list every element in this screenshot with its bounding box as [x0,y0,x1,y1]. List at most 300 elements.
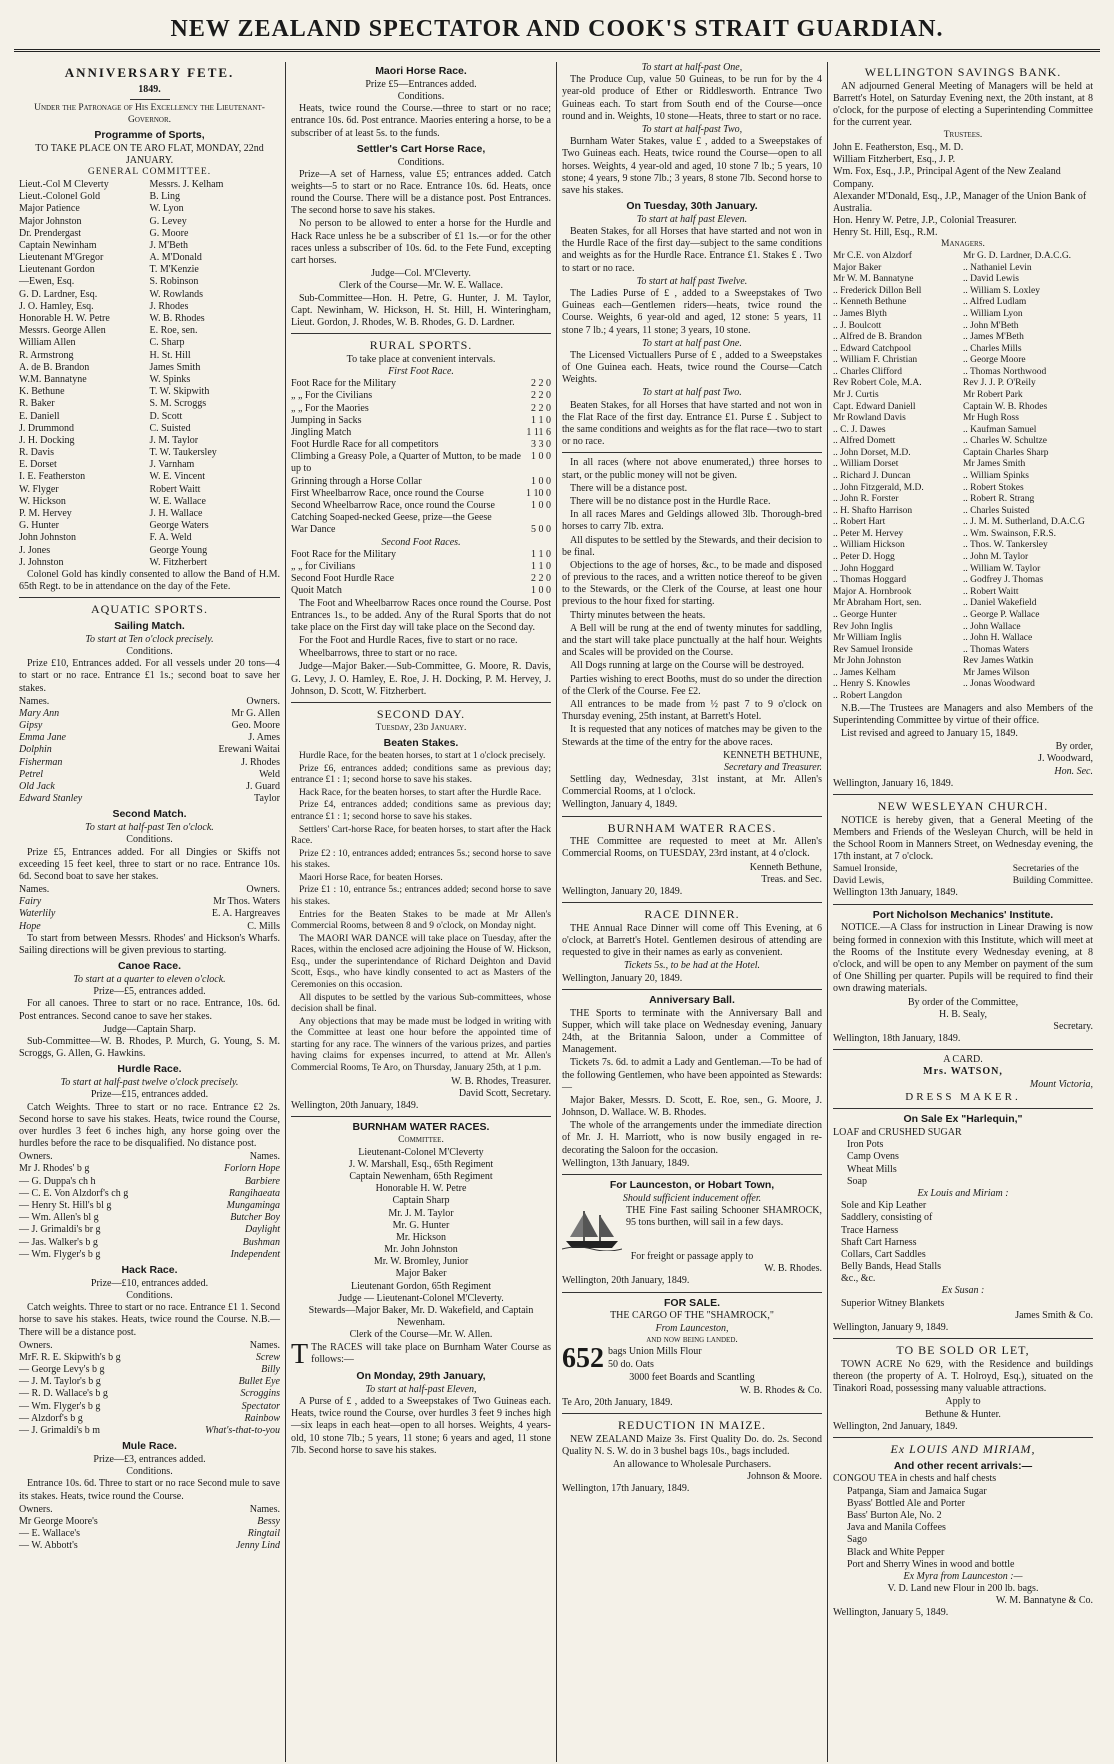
first-foot-heading: First Foot Race. [388,365,454,377]
cargo-item: 50 do. Oats [608,1358,654,1370]
bank-sig: J. Woodward, [1038,753,1093,765]
manager: .. Robert Langdon [833,691,903,701]
hurdle-entries [19,1163,280,1261]
divider [562,452,822,453]
conditions-heading: Conditions. [126,645,173,657]
manager: Mr G. D. Lardner, D.A.C.G. [963,251,1072,262]
committee-member: F. A. Weld [149,532,192,544]
manager: .. John H. Wallace [963,633,1033,644]
signature-treasurer: W. B. Rhodes, Treasurer. [451,1075,551,1087]
manager: Mr W. M. Bannatyne [833,274,914,285]
sport-item [291,476,551,488]
smith-sig: James Smith & Co. [1015,1309,1093,1321]
divider [833,904,1093,905]
start-1: To start at half-past One, [641,62,743,73]
committee-member: T. M'Kenzie [149,264,199,276]
manager: .. George Moore [963,355,1026,366]
wesleyan-signatures [833,864,1093,887]
bank-date: Wellington, January 16, 1849. [833,777,954,789]
sport-item [291,524,551,536]
committee-member: Lieutenant-Colonel M'Cleverty [358,1146,484,1158]
committee-member: Mr. J. M. Taylor [388,1207,454,1219]
divider [833,1338,1093,1339]
manager: .. Edward Catchpool [833,343,912,354]
start-5-text: The Licensed Victuallers Purse of £ , added to a Sweepstakes of One Guinea each. Heats, twice round the Course—Catch Weights. [562,349,822,386]
second-foot-items [291,549,551,598]
sport-prize: 1 0 0 [531,585,551,597]
entry-right: C. Mills [247,920,280,932]
second-conditions: Prize £5, Entrances added. For all Dingies or Skiffs not exceeding 15 feet keel, three to start or no race. Entrance 10s. 6d. Second boat to save her stakes. [19,846,280,882]
entry-left: Old Jack [19,781,55,792]
managers-right [963,251,1093,703]
card-heading: A CARD. [943,1054,983,1066]
hack-text: Catch weights. Three to start or no race. Entrance £1 1. Second horse to save his stakes. Heats, twice round the Course. N.B.—There will be a distance post. [19,1302,280,1338]
arrivals: And other recent arrivals:— [893,1459,1033,1472]
start-5: To start at half past One. [642,337,742,349]
second-entry [19,921,280,933]
sport-name: Grinning through a Horse Collar [291,475,422,487]
manager: .. William S. Loxley [963,285,1041,296]
bethune-signature: KENNETH BETHUNE, [723,749,822,761]
foot-judge: Judge—Major Baker.—Sub-Committee, G. Moore, R. Davis, G. Levy, J. O. Hamley, E. Roe, J. H. Docking, P. M. Hervey, J. Johnson, D. Scott, W. Fitzherbert. [291,661,551,697]
objections: Any objections that may be made must be lodged in writing with the Committee at least one hour before the appointed time of starting for any race. The winners of the various prizes, and parties having claims for expenses incurred, to attend at Mr. Allen's Commercial Rooms, Te Aro, on Thursday, January 25th, at 1 p.m. [291,1016,551,1074]
beaten-4: Prize £4, entrances added; conditions same as previous day; entrance £1 : 1; second horse to save his stakes. [291,800,551,822]
committee-member: G. D. Lardner, Esq. [19,288,98,300]
start-1-text: The Produce Cup, value 50 Guineas, to be run for by the 4 year-old produce of Ether or Riddlesworth. Entrance Two Guineas each. To start from South end of the Course—once round and in. Weights, 10 stone—Heats, three to start or no race. [562,74,822,122]
committee-member: Captain Newenham, 65th Regiment [349,1170,493,1182]
committee-member: T. W. Skipwith [149,386,210,398]
committee-member: W. Flyger [19,483,59,495]
manager: .. John M'Beth [963,320,1019,331]
ball-date: Wellington, 13th January, 1849. [562,1157,690,1169]
committee-member: Messrs. George Allen [19,325,106,337]
sport-name: Foot Hurdle Race for all competitors [291,439,439,451]
goods-item: Iron Pots [847,1139,884,1151]
manager: .. Thos. W. Tankersley [963,540,1048,551]
second-foot-heading: Second Foot Races. [381,536,461,548]
clerk: Clerk of the Course—Mr. W. E. Wallace. [339,280,503,292]
sport-name: Foot Race for the Military [291,378,396,390]
harlequin-first: LOAF and CRUSHED SUGAR [833,1127,962,1139]
foot-note-2: For the Foot and Hurdle Races, five to start or no race. [299,635,518,647]
committee-member: E. Daniell [19,410,60,422]
mechanics-order: By order of the Committee, [907,996,1019,1008]
entry-left: Dolphin [19,744,52,756]
bank-order: By order, [1055,741,1093,753]
ball-tickets: Tickets 7s. 6d. to admit a Lady and Gentleman.—To be had of the following Gentlemen, who have been appointed as Stewards:— [562,1057,822,1093]
sport-prize: 2 2 0 [531,378,551,390]
goods-item: Patpanga, Siam and Jamaica Sugar [847,1485,987,1497]
committee-member: Lieut.-Colonel Gold [19,191,101,203]
beaten-5: Settlers' Cart-horse Race, for beaten horses, to start after the Hack Race. [291,824,551,847]
manager: Major Baker [833,262,882,273]
start-4-text: The Ladies Purse of £ , added to a Sweepstakes of Two Guineas each—Gentlemen riders—heats, twice round the Course. Weights, 6 year-old and aged, 12 stone: 5 years, 11 stone 7 lb.; 4 years, 11 stone; 3 years, 10 stone. [562,287,822,336]
start-3-text: Beaten Stakes, for all Horses that have started and not won in the Hurdle Race of the first day—subject to the same conditions and weights as for the Hurdle Race. Entrance £1. Stakes £ . Two to start or no race. [562,226,822,274]
divider [562,1292,822,1293]
conditions-heading: Conditions. [126,1466,173,1478]
manager: .. Thomas Northwood [963,366,1047,377]
dinner-date: Wellington, January 20, 1849. [562,972,683,984]
sailing-entry [19,744,280,756]
wesleyan-sig-2: David Lewis, [833,875,885,886]
sport-prize [548,512,551,524]
watson-name: Mrs. WATSON, [923,1066,1003,1078]
entries-header: Names. Owners. [19,884,280,896]
divider [19,597,280,598]
entry-left: — Wm. Flyger's b g [19,1400,101,1412]
committee-member: John Johnston [19,532,76,544]
trustee: Wm. Fox, Esq., J.P., Principal Agent of the New Zealand Company. [833,166,1061,190]
committee-member: George Waters [149,520,209,532]
goods-item: Saddlery, consisting of [841,1212,933,1224]
shamrock-freight: For freight or passage apply to [630,1251,754,1263]
entry-left: Waterlily [19,908,56,920]
entry-right: E. A. Hargreaves [211,908,280,920]
manager: Rev John Inglis [833,621,893,632]
cart-note: No person to be allowed to enter a horse for the Hurdle and Hack Race unless he be a subscriber of £1 1s.—or for the other races unless a subscriber of 10s. 6d. to the Fete Fund, excepting cart horses. [291,218,551,267]
hurdle-entry [19,1212,280,1224]
burnham-monday: On Monday, 29th January, [356,1369,486,1382]
entry-right: Bullet Eye [238,1376,280,1388]
start-6-text: Beaten Stakes, for all Horses that have started and not won in the Flat Race of the first day. Entrance £1. Purse £ . Subject to the same conditions and weights as for the flat race—two to start or no race. [562,399,822,448]
entry-right: Mr G. Allen [231,707,280,719]
manager: Mr Hugh Ross [963,413,1019,424]
bank-nb: N.B.—The Trustees are Managers and also Members of the Superintending Committee by virtue of their office. [833,702,1093,726]
manager: .. George Hunter [833,609,897,620]
goods-item: Shaft Cart Harness [841,1236,917,1248]
committee-member: Mr. G. Hunter [392,1219,450,1231]
hurdle-heading: Hurdle Race. [117,1063,182,1076]
burnham-heading: BURNHAM WATER RACES. [352,1121,490,1134]
entry-right: Scroggins [240,1388,280,1400]
entry-left: — E. Wallace's [19,1528,81,1540]
trustees-heading: Trustees. [943,130,983,141]
sport-item [291,427,551,439]
entry-right: Weld [259,768,280,780]
committee-member: Lieutenant Gordon [19,264,95,276]
burnham-clerk: Clerk of the Course—Mr. W. Allen. [349,1329,493,1341]
canoe-text: For all canoes. Three to start or no race. Entrance, 10s. 6d. Post entrances. Second canoe to save her stakes. [19,998,280,1022]
entry-left: MrF. R. E. Skipwith's b g [19,1351,121,1363]
committee-member: G. Hunter [19,520,59,532]
mule-entries [19,1516,280,1553]
entry-right: Mungaminga [226,1200,280,1212]
mule-entry [19,1540,280,1552]
ship-icon [562,1207,622,1251]
committee-member: C. Suisted [149,422,191,434]
manager: .. Daniel Wakefield [963,598,1037,609]
foot-note-3: Wheelbarrows, three to start or no race. [299,648,458,660]
miriam-line: Ex Myra from Launceston :— [903,1570,1023,1582]
column-2: Maori Horse Race. Prize £5—Entrances added. Conditions. Heats, twice round the Course.—three to start or no race; entrance 10s. 6d. Post entrance. Maories entering a horse, to be a subscriber of at least 5s. to the funds. Settler's Cart Horse Race, Conditions. Prize—A set of Harness, value £5; entrances added. Catch weights—5 to start or no Race. Entrance 10s. 6d. Heats, once round the Course. There will be a distance post. Post Entrances. The second horse to save his stakes. No person to be allowed to enter a horse for the Hurdle and Hack Race unless he be a subscriber of £1 1s.—or for the other races unless a subscriber of 10s. 6d. to the Fete Fund, excepting cart horses. Judge—Col. M'Cleverty. Clerk of the Course—Mr. W. E. Wallace. Sub-Committee—Hon. H. Petre, G. Hunter, J. M. Taylor, Capt. Newinham, W. Hickson, H. St. Hill, H. Winteringham, Lieut. Gordon, J. Rhodes, W. B. Rhodes, G. D. Lardner. RURAL SPORTS. To take place at convenient intervals. First Foot Race. Foot Race for the Military 2 2 0 „ „ For the Civilians 2 2 0 „ „ For the Maories 2 2 0 Jumping in Sacks 1 1 0 Jingling Match 1 11 6 Foot Hurdle Race for all competitors 3 3 0 Climbing a Greasy Pole, a Quarter of Mutton, to be made up to 1 0 0 Grinning through a Horse Collar 1 0 0 First Wheelbarrow Race, once round the Course 1 10 0 Second Wheelbarrow Race, once round the Course 1 0 0 Catching Soaped-necked Geese, prize—the Geese War Dance 5 0 0 Second Foot Races. Foot Race for the Military 1 1 0 „ „ for Civilians 1 1 0 Second Foot Hurdle Race 2 2 0 Quoit Match 1 0 0 The Foot and Wheelbarrow Races once round the Course. Post Entrances 1s., to be added. Any of the Rural Sports that do not take place on the First day will take place on the Second day. For the Foot and Hurdle Races, five to start or no race. Wheelbarrows, three to start or no race. Judge—Major Baker.—Sub-Committee, G. Moore, R. Davis, G. Levy, J. O. Hamley, E. Roe, J. H. Docking, P. M. Hervey, J. Johnson, D. Scott, W. Fitzherbert. SECOND DAY. Tuesday, 23d January. Beaten Stakes. Hurdle Race, for the beaten horses, to start at 1 o'clock precisely. Prize £6, entrances added; conditions same as previous day; entrance £1 : 1; second horse to save his stakes. Hack Race, for the beaten horses, to start after the Hurdle Race. Prize £4, entrances added; conditions same as previous day; entrance £1 : 1; second horse to save his stakes. Settlers' Cart-horse Race, for beaten horses, to start after the Hack Race. Prize £2 : 10, entrances added; entrances 5s.; second horse to save his stakes. Maori Horse Race, for beaten Horses. Prize £1 : 10, entrance 5s.; entrances added; second horse to save his stakes. Entries for the Beaten Stakes to be made at Mr Allen's Commercial Rooms, between 8 and 9 o'clock, on Monday night. The MAORI WAR DANCE will take place on Tuesday, after the Races, within the enclosed acre adjoining the House of W. Hickson, Esq., under the superintendance of Richard Deighton and David Scott, Esqs., who have kindly consented to act as Masters of the Ceremonies on this occasion. All disputes to be settled by the various Sub-committees, whose decision shall be final. Any objections that may be made must be lodged in writing with the Committee at least one hour before the appointed time of starting for any race. The winners of the various prizes, and parties having claims for expenses incurred, to attend at Mr. Allen's Commercial Rooms, Te Aro, on Thursday, January 25th, at 1 p.m. W. B. Rhodes, Treasurer. David Scott, Secretary. Wellington, 20th January, 1849. BURNHAM WATER RACES. Committee. Lieutenant-Colonel M'Cleverty J. W. Marshall, Esq., 65th Regiment Captain Newenham, 65th Regiment Honorable H. W. Petre Captain Sharp Mr. J. M. Taylor Mr. G. Hunter Mr. Hickson Mr. John Johnston Mr. W. Bromley, Junior Major Baker Lieutenant Gordon, 65th Regiment Judge — Lieutenant-Colonel M'Cleverty. Stewards—Major Baker, Mr. D. Wakefield, and Captain Newenham. Clerk of the Course—Mr. W. Allen. T The RACES will take place on Burnham Water Course as follows:— On Monday, 29th January, To start at half-past Eleven, A Purse of £ , added to a Sweepstakes of Two Guineas each. Heats, twice round the Course, over hurdles 3 feet 9 inches high—six leaps in each heat—open to all horses. Weights, 4 years-old, 10 stone 7lb.; 5 years, 11 stone; 6 years and aged, 11 stone 7lb. Second horse to save his stakes. [285,62,556,1762]
entry-left: — Henry St. Hill's bl g [19,1200,112,1212]
bannatyne-sig: W. M. Bannatyne & Co. [995,1595,1093,1607]
committee-member: J. M. Taylor [149,434,199,446]
divider [833,1437,1093,1438]
trustee: William Fitzherbert, Esq., J. P. [833,154,956,166]
entry-left: — C. E. Von Alzdorf's ch g [19,1187,129,1199]
beaten-1: Hurdle Race, for the beaten horses, to start at 1 o'clock precisely. [299,751,546,762]
maori-prize: Prize £5—Entrances added. [365,78,477,90]
manager: Rev J. J. P. O'Reily [963,378,1036,389]
sport-item [291,439,551,451]
launceston-sub: Should sufficient inducement offer. [622,1192,762,1204]
manager: .. John Fitzgerald, M.D. [833,482,924,493]
manager: Mr C.E. von Alzdorf [833,251,912,262]
sport-item [291,573,551,585]
cargo-heading: THE CARGO OF THE "SHAMROCK," [610,1310,774,1322]
committee-member: I. E. Featherston [19,471,86,483]
committee-member: T. W. Taukersley [149,447,217,459]
manager: Major A. Hornbrook [833,586,912,597]
dressmaker: DRESS MAKER. [905,1090,1021,1103]
goods-item: Sago [847,1534,867,1546]
goods-item: Superior Witney Blankets [841,1297,945,1309]
committee-member: P. M. Hervey [19,508,72,520]
divider [562,816,822,817]
tobesold-heading: TO BE SOLD OR LET, [896,1343,1030,1358]
hack-entry [19,1425,280,1437]
rule-item: There will be no distance post in the Hurdle Race. [570,495,771,507]
goods-item: Trace Harness [841,1224,899,1236]
entry-right: Geo. Moore [231,720,280,732]
committee-member: Captain Newinham [19,239,97,251]
committee-member: Lieut.-Col M Cleverty [19,178,109,190]
manager: .. Robert Hart [833,517,886,528]
ball-note: The whole of the arrangements under the immediate direction of Mr. J. H. Marriott, who is now busily engaged in re-decorating the Saloon for the occasion. [562,1120,822,1156]
shamrock-text: THE Fine Fast sailing Schooner SHAMROCK, 95 tons burthen, will sail in a few days. [626,1205,822,1229]
entry-right: Daylight [245,1224,280,1236]
column-1 [14,62,285,1762]
entry-right: Rangihaeata [228,1187,280,1199]
manager: Rev Samuel Ironside [833,644,913,655]
manager: .. William Dorset [833,459,899,470]
committee-member: J. H. Docking [19,434,75,446]
fete-year: 1849. [138,83,161,95]
committee-member: Major Baker [395,1268,447,1280]
manager: Mr James Wilson [963,667,1030,678]
second-entry [19,908,280,920]
susan-items [833,1298,1093,1310]
entry-right: Screw [255,1351,280,1363]
entry-right: J. Rhodes [241,756,280,768]
entry-left: — W. Abbott's [19,1540,78,1552]
rule-item: A Bell will be rung at the end of twenty minutes for saddling, and the start will take place punctually at the half hour. Weights and Scales will be provided on the Course. [562,622,822,659]
committee-member: J. Johnston [19,556,64,568]
entry-left: — J. Grimaldi's br g [19,1224,101,1236]
sport-item [291,415,551,427]
sailing-start: To start at Ten o'clock precisely. [85,633,214,645]
entry-left: Mr J. Rhodes' b g [19,1163,90,1175]
sailing-entry [19,793,280,805]
divider [833,794,1093,795]
hack-entry [19,1401,280,1413]
rule-item: In all races Mares and Geldings allowed 3lb. Thorough-bred horses to carry 7lb. extra. [562,509,822,533]
disputes: All disputes to be settled by the various Sub-committees, whose decision shall be final. [291,992,551,1015]
managers-heading: Managers. [941,239,985,250]
entry-left: Emma Jane [19,732,66,744]
trustee: John E. Featherston, Esq., M. D. [833,141,964,153]
signature-date: Wellington, 20th January, 1849. [291,1100,419,1112]
committee-member: J. Jones [19,544,51,556]
burnham2-heading: BURNHAM WATER RACES. [607,820,777,835]
managers-list [833,251,1093,703]
goods-item: Sole and Kip Leather [841,1200,927,1212]
sport-name: Second Wheelbarrow Race, once round the Course [291,500,495,512]
entry-left: Fairy [19,896,42,908]
louis-big-heading: Ex LOUIS AND MIRIAM, [890,1441,1036,1456]
manager: .. James M'Beth [963,332,1024,343]
sport-item [291,561,551,573]
entry-left: — J. M. Taylor's b g [19,1376,101,1388]
sport-name: Climbing a Greasy Pole, a Quarter of Mutton, to be made up to [291,451,521,475]
sport-prize: 1 0 0 [531,475,551,487]
manager: Mr William Inglis [833,633,902,644]
wesleyan-sig-1: Samuel Ironside, [833,864,898,875]
mechanics-sig-title: Secretary. [1053,1020,1093,1032]
sport-prize: 2 2 0 [531,390,551,402]
entry-right: What's-that-to-you [205,1425,280,1436]
committee-member: Mr. Hickson [396,1231,446,1243]
programme-sub: TO TAKE PLACE ON TE ARO FLAT, MONDAY, 22nd JANUARY. [35,143,264,167]
watson-address: Mount Victoria, [1029,1078,1093,1090]
vd-land: V. D. Land new Flour in 200 lb. bags. [887,1583,1039,1595]
bank-text: AN adjourned General Meeting of Managers will be held at Barrett's Hotel, on Saturday Evening next, the 20th instant, at 8 o'clock, for the purpose of electing a Superintending Committee for the current year. [833,80,1093,129]
judge: Judge—Col. M'Cleverty. [371,268,471,280]
committee-member: Major Johnston [19,215,82,227]
rule-item: All disputes to be settled by the Stewards, and their decision to be final. [562,534,822,558]
sport-prize: 1 1 0 [531,548,551,560]
rural-items [291,378,551,536]
mule-entry [19,1528,280,1540]
cargo-timber: 3000 feet Boards and Scantling [629,1372,755,1384]
cart-heading: Settler's Cart Horse Race, [356,142,486,155]
entry-left: — J. Grimaldi's b m [19,1425,100,1436]
manager: .. Alfred Domett [833,436,896,447]
ex-susan: Ex Susan : [941,1285,985,1297]
committee-member: C. Sharp [149,337,185,349]
rule-item: Objections to the age of horses, &c., to be made and disposed of previous to the races, and a written notice thereof to be given to the Stewards, or the Clerk of the Course, at least one hour previous to the hour fixed for starting. [562,559,822,608]
manager: .. John M. Taylor [963,552,1029,563]
sailing-entry [19,708,280,720]
dinner-tickets: Tickets 5s., to be had at the Hotel. [623,960,761,972]
entry-right: Rainbow [244,1412,280,1424]
sport-prize: 1 1 0 [531,560,551,572]
manager: Capt. Edward Daniell [833,401,916,412]
manager: .. Robert Waitt [963,586,1019,597]
manager: .. Richard J. Duncan [833,471,911,482]
manager: Rev Robert Cole, M.A. [833,378,922,389]
sport-name: Quoit Match [291,585,342,597]
shamrock-date: Wellington, 20th January, 1849. [562,1275,690,1287]
entry-left: Mr George Moore's [19,1515,98,1527]
cart-text: Prize—A set of Harness, value £5; entrances added. Catch weights—5 to start or no Race. Entrance 10s. 6d. Heats, once round the Course. There will be a distance post. Post Entrances. The second horse to save his stakes. [291,168,551,217]
goods-item: Java and Manila Coffees [847,1522,946,1534]
manager: .. Alfred Ludlam [963,297,1027,308]
rural-sub: To take place at convenient intervals. [346,353,496,365]
entry-left: — Alzdorf's b g [19,1412,83,1424]
trustee: Alexander M'Donald, Esq., J.P., Manager of the Union Bank of Australia. [833,190,1087,214]
hurdle-start: To start at half-past twelve o'clock precisely. [60,1077,239,1089]
settling: Settling day, Wednesday, 31st instant, at Mr. Allen's Commercial Rooms, at 1 o'clock. [562,774,822,798]
rule-item: In all races (where not above enumerated,) three horses to start, or the public money will not be given. [562,457,822,481]
rule-item: Thirty minutes between the heats. [570,609,706,621]
burnham2-sig: Kenneth Bethune, [749,861,822,873]
subcommittee: Sub-Committee—Hon. H. Petre, G. Hunter, J. M. Taylor, Capt. Newinham, W. Hickson, H. St. Hill, H. Winteringham, Lieut. Gordon, J. Rhodes, W. B. Rhodes, G. D. Lardner. [291,292,551,328]
manager: .. Thomas Hoggard [833,575,907,586]
rule-item: There will be a distance post. [570,482,688,494]
entry-right: Independent [230,1248,280,1260]
entry-right: Bushman [242,1236,280,1248]
maize-date: Wellington, 17th January, 1849. [562,1483,690,1495]
manager: .. John Hoggard [833,563,894,574]
maori-text: Heats, twice round the Course.—three to start or no race; entrance 10s. 6d. Post entrance. Maories entering a horse, to be a subscriber of at least 5s. to the funds. [291,103,551,139]
entry-right: Billy [261,1364,280,1376]
manager: .. Peter D. Hogg [833,552,895,563]
sport-item [291,390,551,402]
ex-louis: Ex Louis and Miriam : [917,1187,1009,1199]
manager: Captain W. B. Rhodes [963,401,1048,412]
sport-item [291,585,551,597]
divider [562,902,822,903]
committee-member: George Young [149,544,208,556]
column-4 [827,62,1098,1762]
sport-item [291,451,551,475]
sport-prize: 1 0 0 [531,500,551,512]
race-rules [562,457,822,748]
manager: .. Peter M. Hervey [833,528,904,539]
cargo-number: 652 [562,1343,604,1375]
committee-member: W. Hickson [19,495,66,507]
mechanics-date: Wellington, 18th January, 1849. [833,1033,961,1045]
committee-member: R. Armstrong [19,349,74,361]
committee-member: James Smith [149,361,201,373]
manager: .. William Hickson [833,540,905,551]
committee-member: G. Levey [149,215,187,227]
sailing-entry [19,720,280,732]
second-note: To start from between Messrs. Rhodes' and Hickson's Wharfs. Sailing directions will be given previous to starting. [19,932,280,957]
beaten-heading: Beaten Stakes. [383,737,459,750]
divider [130,99,170,100]
entry-right: Jenny Lind [235,1540,280,1552]
manager: .. William Spinks [963,471,1029,482]
hack-entry [19,1413,280,1425]
manager: .. Wm. Swainson, F.R.S. [963,528,1057,539]
committee-member: Dr. Prendergast [19,227,82,239]
committee-member: Messrs. J. Kelham [149,178,224,190]
manager: .. Alfred de B. Brandon [833,332,922,343]
manager: Mr Rowland Davis [833,413,906,424]
manager: .. James Blyth [833,308,887,319]
second-match-heading: Second Match. [112,808,187,821]
cargo-date: Te Aro, 20th January, 1849. [562,1396,673,1408]
manager: .. Charles Clifford [833,366,902,377]
hack-entry [19,1376,280,1388]
maize-heading: REDUCTION IN MAIZE. [618,1417,766,1432]
bannatyne-date: Wellington, January 5, 1849. [833,1607,949,1619]
manager: Rev James Watkin [963,656,1034,667]
goods-item: Wheat Mills [847,1163,897,1175]
sport-name: Second Foot Hurdle Race [291,573,395,585]
burnham-committee [291,1147,551,1293]
signature-secretary: David Scott, Secretary. [458,1087,551,1099]
hack-entry [19,1364,280,1376]
divider [562,1413,822,1414]
dinner-heading: RACE DINNER. [644,907,740,922]
committee-left [19,179,150,569]
sport-name: Jumping in Sacks [291,414,362,426]
divider [833,1108,1093,1109]
